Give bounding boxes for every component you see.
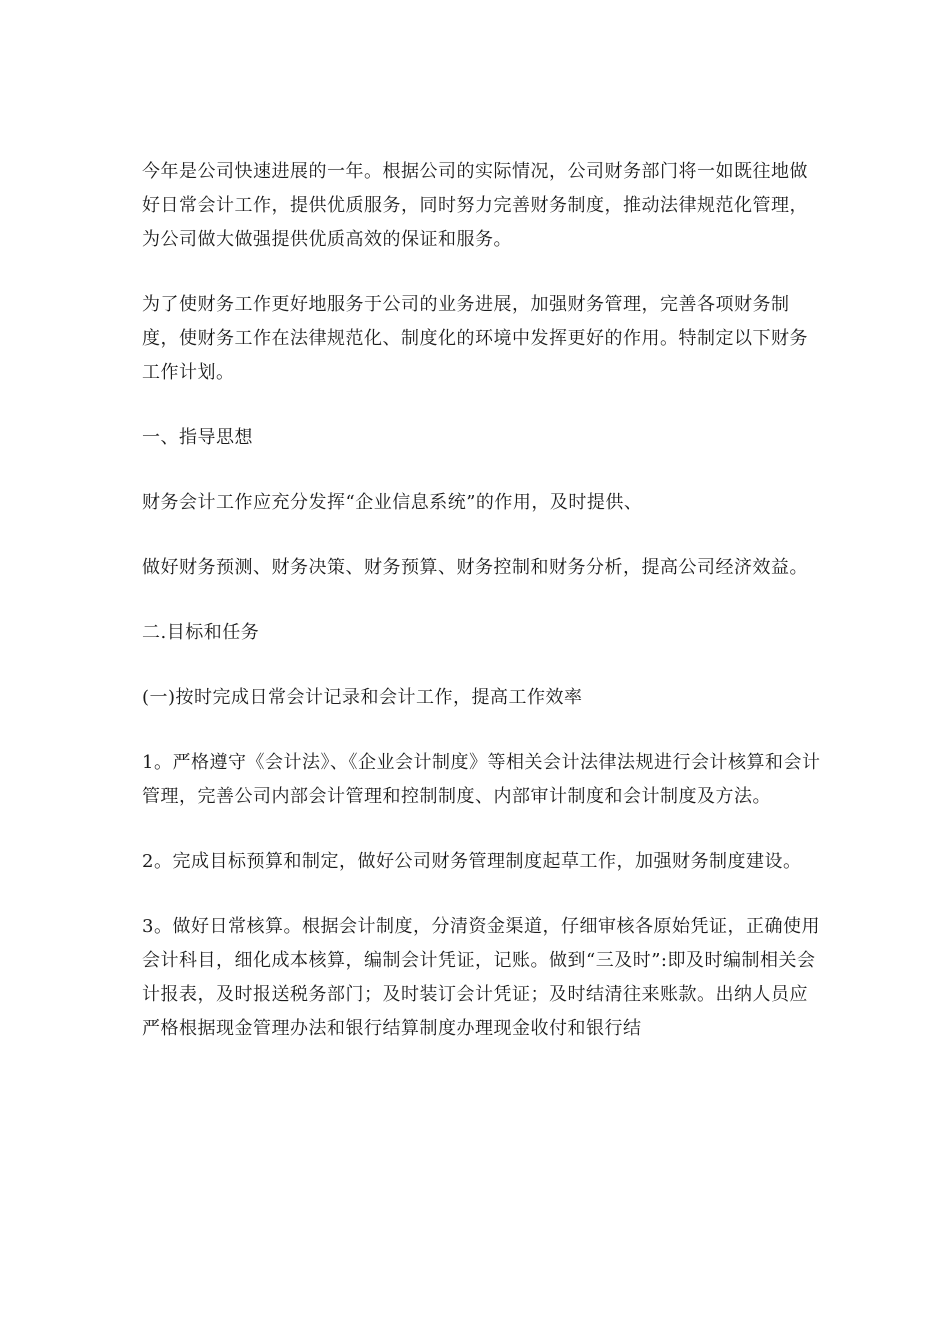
- list-item-3: 3。做好日常核算。根据会计制度，分清资金渠道，仔细审核各原始凭证，正确使用会计科目，细化成本核算，编制会计凭证，记账。做到“三及时”:即及时编制相关会计报表，及时报送税务部门；及时装订会计凭证；及时结清往来账款。出纳人员应严格根据现金管理办法和银行结算制度办理现金收付和银行结: [142, 916, 820, 1039]
- purpose-paragraph: 为了使财务工作更好地服务于公司的业务进展，加强财务管理，完善各项财务制度，使财务工作在法律规范化、制度化的环境中发挥更好的作用。特制定以下财务工作计划。: [142, 294, 808, 383]
- list-item-2: 2。完成目标预算和制定，做好公司财务管理制度起草工作，加强财务制度建设。: [142, 851, 802, 872]
- list-item-1: 1。严格遵守《会计法》、《企业会计制度》等相关会计法律法规进行会计核算和会计管理，完善公司内部会计管理和控制制度、内部审计制度和会计制度及方法。: [142, 752, 821, 807]
- section-heading-goals: 二.目标和任务: [142, 622, 260, 643]
- document-body: [142, 155, 822, 1046]
- intro-paragraph: 今年是公司快速进展的一年。根据公司的实际情况，公司财务部门将一如既往地做好日常会计工作，提供优质服务，同时努力完善财务制度，推动法律规范化管理，为公司做大做强提供优质高效的保证和服务。: [142, 161, 808, 250]
- section-heading-guiding-thought: 一、指导思想: [142, 427, 253, 448]
- guiding-thought-continuation: 做好财务预测、财务决策、财务预算、财务控制和财务分析，提高公司经济效益。: [142, 557, 808, 578]
- guiding-thought-paragraph: 财务会计工作应充分发挥“企业信息系统”的作用，及时提供、: [142, 492, 643, 513]
- subsection-heading-daily-accounting: (一)按时完成日常会计记录和会计工作，提高工作效率: [142, 687, 583, 708]
